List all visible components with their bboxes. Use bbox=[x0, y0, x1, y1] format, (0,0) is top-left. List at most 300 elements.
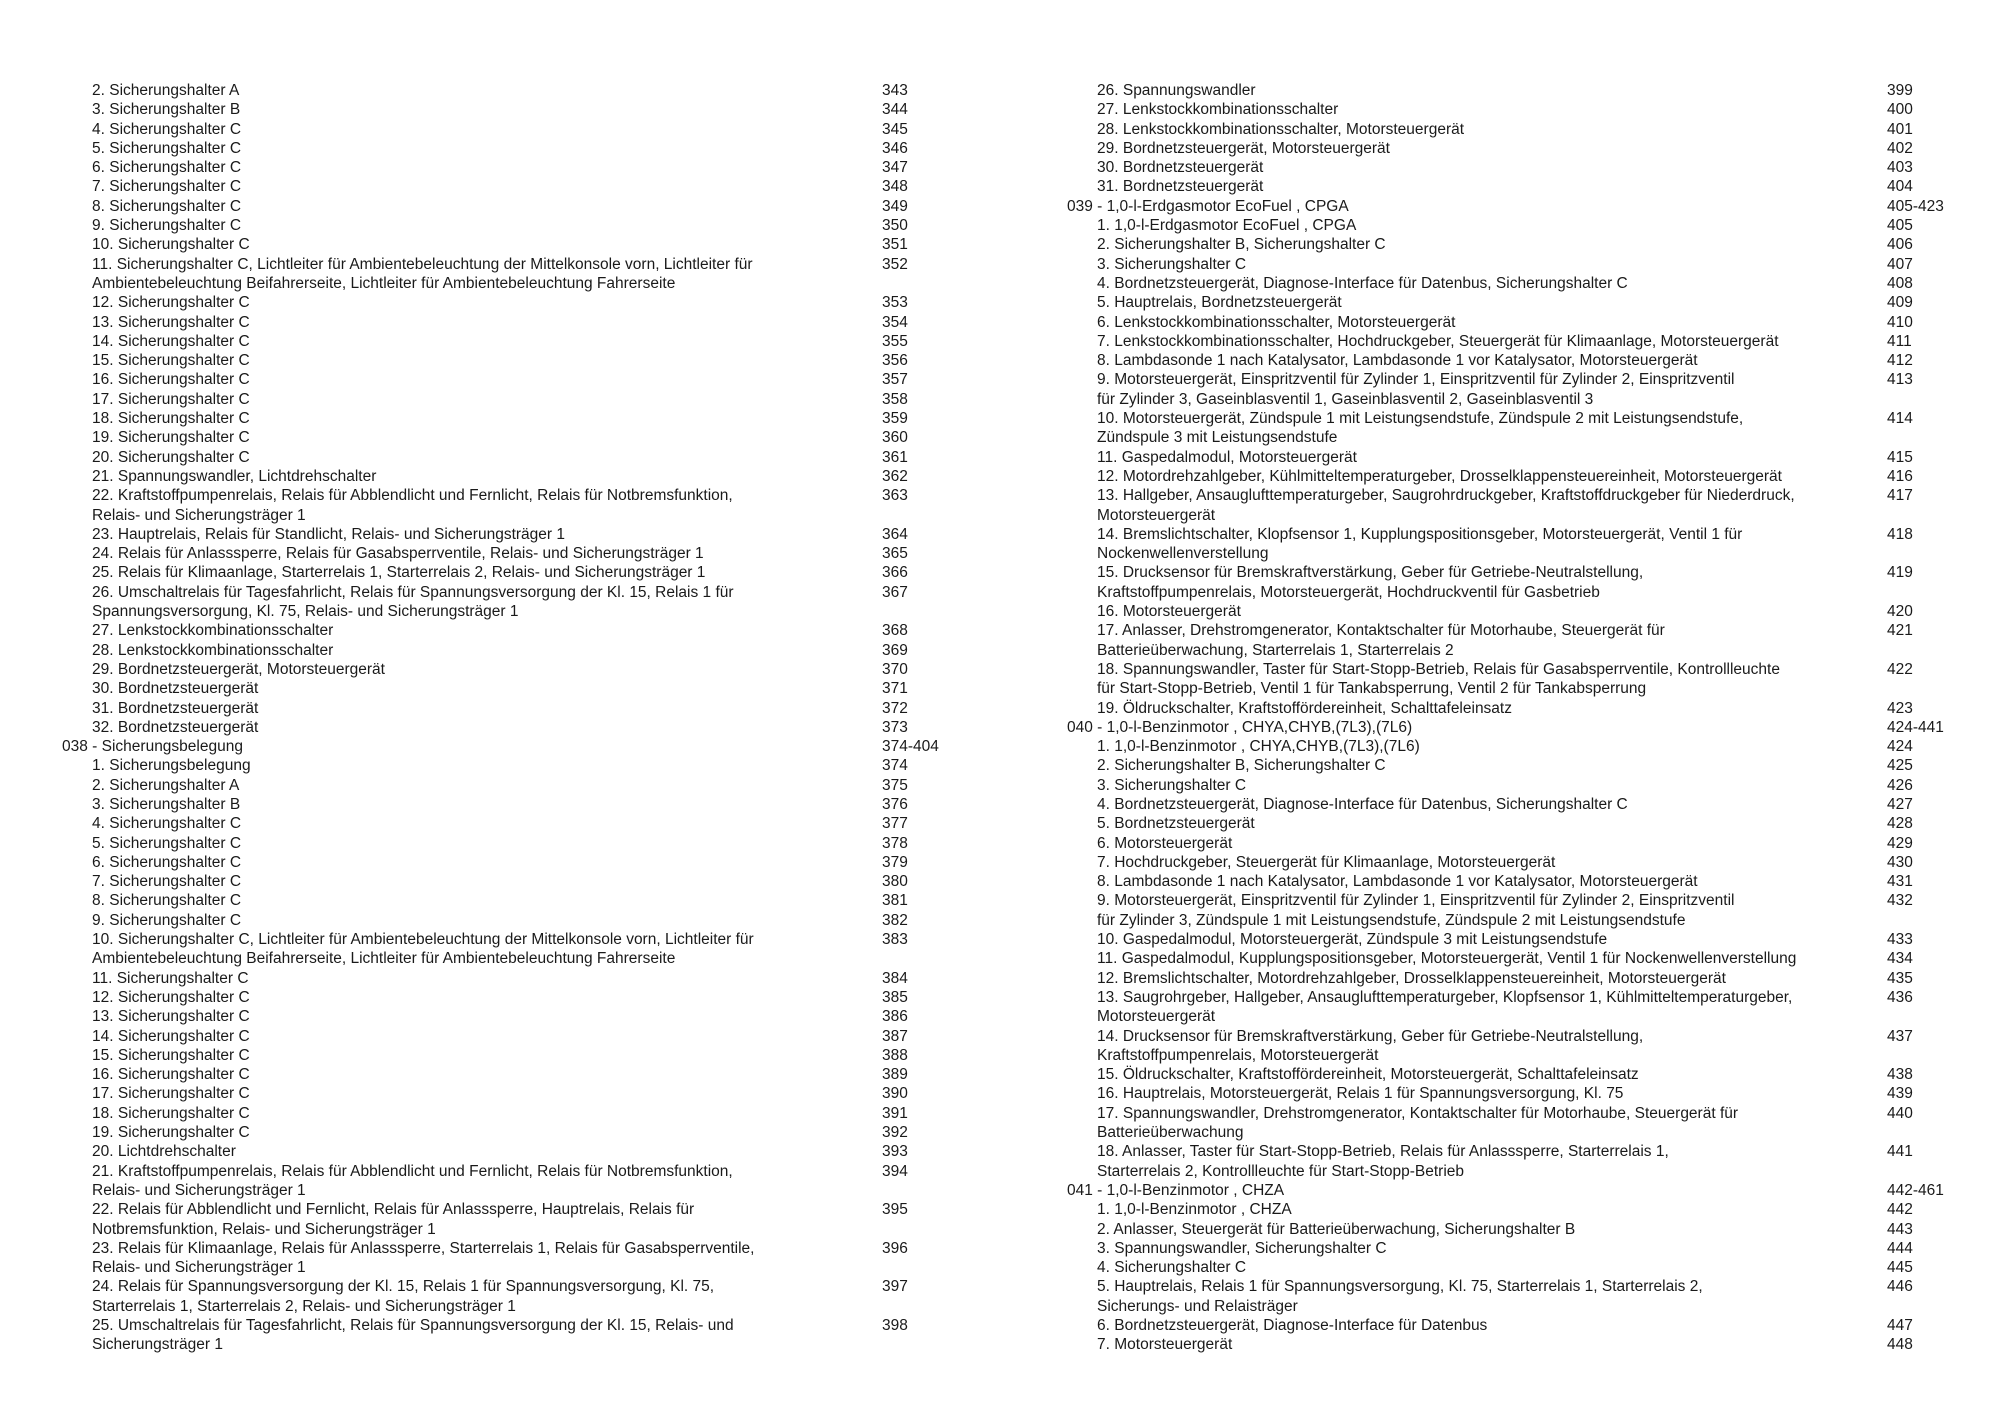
toc-page-number: 406 bbox=[1887, 236, 1913, 254]
toc-page-number: 437 bbox=[1887, 1027, 1913, 1045]
toc-entry-text: 29. Bordnetzsteuergerät, Motorsteuergerät bbox=[1097, 139, 1390, 157]
toc-entry bbox=[0, 544, 960, 563]
toc-page-number: 384 bbox=[882, 969, 908, 987]
toc-entry-text: 6. Sicherungshalter C bbox=[92, 853, 242, 871]
toc-entry-text: 21. Spannungswandler, Lichtdrehschalter bbox=[92, 467, 377, 485]
toc-entry bbox=[1000, 583, 2000, 602]
toc-page-number: 420 bbox=[1887, 603, 1913, 621]
toc-entry bbox=[0, 853, 960, 872]
toc-entry-text: 18. Sicherungshalter C bbox=[92, 1104, 250, 1122]
toc-entry bbox=[1000, 1335, 2000, 1354]
toc-page-number: 419 bbox=[1887, 564, 1913, 582]
toc-entry-text: 26. Spannungswandler bbox=[1097, 82, 1256, 99]
toc-entry-text: 27. Lenkstockkombinationsschalter bbox=[1097, 101, 1339, 119]
toc-entry-text: 4. Sicherungshalter C bbox=[92, 120, 242, 138]
toc-entry bbox=[0, 1335, 960, 1354]
toc-entry bbox=[1000, 255, 2000, 274]
toc-entry bbox=[1000, 834, 2000, 853]
toc-entry bbox=[1000, 1007, 2000, 1026]
toc-entry-text: Relais- und Sicherungsträger 1 bbox=[92, 1181, 306, 1199]
toc-page-number: 425 bbox=[1887, 757, 1913, 775]
toc-entry bbox=[0, 1181, 960, 1200]
toc-page-number: 376 bbox=[882, 795, 908, 813]
toc-entry bbox=[1000, 602, 2000, 621]
toc-page-number: 364 bbox=[882, 525, 908, 543]
toc-entry bbox=[0, 1239, 960, 1258]
toc-page-number: 390 bbox=[882, 1085, 908, 1103]
toc-section-heading bbox=[1000, 1181, 2000, 1200]
toc-entry bbox=[0, 370, 960, 389]
toc-page-number: 355 bbox=[882, 332, 908, 350]
toc-page-number: 445 bbox=[1887, 1259, 1913, 1277]
toc-page-number: 362 bbox=[882, 467, 908, 485]
toc-page-number: 409 bbox=[1887, 294, 1913, 312]
toc-entry bbox=[1000, 1277, 2000, 1296]
toc-entry bbox=[0, 1104, 960, 1123]
toc-page-number: 363 bbox=[882, 487, 908, 505]
toc-page-number: 387 bbox=[882, 1027, 908, 1045]
toc-entry-text: 16. Hauptrelais, Motorsteuergerät, Relais 1 für Spannungsversorgung, Kl. 75 bbox=[1097, 1085, 1624, 1103]
toc-entry bbox=[1000, 467, 2000, 486]
toc-entry-text: 24. Relais für Anlasssperre, Relais für Gasabsperrventile, Relais- und Sicherungsträger 1 bbox=[92, 545, 704, 563]
toc-entry bbox=[1000, 949, 2000, 968]
toc-entry bbox=[1000, 428, 2000, 447]
toc-entry-text: für Zylinder 3, Zündspule 1 mit Leistungsendstufe, Zündspule 2 mit Leistungsendstufe bbox=[1097, 911, 1686, 929]
toc-page-number: 411 bbox=[1887, 332, 1912, 350]
toc-page-number: 370 bbox=[882, 660, 908, 678]
toc-entry bbox=[1000, 872, 2000, 891]
toc-entry-text: 31. Bordnetzsteuergerät bbox=[92, 699, 259, 717]
toc-entry bbox=[1000, 1123, 2000, 1142]
toc-page-number: 373 bbox=[882, 718, 908, 736]
toc-page-number: 397 bbox=[882, 1278, 908, 1296]
toc-page-number: 438 bbox=[1887, 1066, 1913, 1084]
toc-entry bbox=[1000, 216, 2000, 235]
toc-entry-text: Motorsteuergerät bbox=[1097, 1008, 1216, 1026]
toc-entry bbox=[1000, 679, 2000, 698]
toc-page-number: 372 bbox=[882, 699, 908, 717]
toc-entry-text: 22. Kraftstoffpumpenrelais, Relais für Abblendlicht und Fernlicht, Relais für Notbremsfunktion, bbox=[92, 487, 733, 505]
toc-page-number: 407 bbox=[1887, 255, 1913, 273]
toc-entry bbox=[0, 409, 960, 428]
toc-entry-text: 5. Hauptrelais, Relais 1 für Spannungsversorgung, Kl. 75, Starterrelais 1, Starterrelais 2, bbox=[1097, 1278, 1703, 1296]
toc-page-number: 345 bbox=[882, 120, 908, 138]
toc-entry-text: Notbremsfunktion, Relais- und Sicherungsträger 1 bbox=[92, 1220, 436, 1238]
toc-page-number: 426 bbox=[1887, 776, 1913, 794]
toc-entry-text: 17. Spannungswandler, Drehstromgenerator, Kontaktschalter für Motorhaube, Steuergerät für bbox=[1097, 1104, 1739, 1122]
toc-entry-text: 3. Spannungswandler, Sicherungshalter C bbox=[1097, 1239, 1387, 1257]
toc-entry bbox=[1000, 1162, 2000, 1181]
toc-entry bbox=[1000, 930, 2000, 949]
toc-page-number: 351 bbox=[882, 236, 908, 254]
toc-section-heading bbox=[1000, 718, 2000, 737]
toc-page-number: 418 bbox=[1887, 525, 1913, 543]
toc-page-number: 404 bbox=[1887, 178, 1913, 196]
toc-entry bbox=[0, 177, 960, 196]
toc-entry bbox=[0, 1277, 960, 1296]
toc-entry bbox=[1000, 293, 2000, 312]
toc-page-number: 349 bbox=[882, 197, 908, 215]
toc-entry-text: 18. Anlasser, Taster für Start-Stopp-Betrieb, Relais für Anlasssperre, Starterrelais 1, bbox=[1097, 1143, 1669, 1161]
toc-entry bbox=[1000, 911, 2000, 930]
toc-entry bbox=[1000, 351, 2000, 370]
toc-entry-text: Batterieüberwachung bbox=[1097, 1124, 1244, 1142]
toc-entry-text: 2. Anlasser, Steuergerät für Batterieüberwachung, Sicherungshalter B bbox=[1097, 1220, 1576, 1238]
toc-page-number: 396 bbox=[882, 1239, 908, 1257]
toc-entry bbox=[1000, 988, 2000, 1007]
toc-entry-text: Sicherungs- und Relaisträger bbox=[1097, 1297, 1298, 1315]
toc-entry bbox=[0, 891, 960, 910]
toc-entry bbox=[0, 120, 960, 139]
toc-entry-text: 3. Sicherungshalter B bbox=[92, 101, 241, 119]
toc-page-number: 428 bbox=[1887, 815, 1913, 833]
toc-page-number: 381 bbox=[882, 892, 908, 910]
toc-entry-text: Starterrelais 2, Kontrollleuchte für Start-Stopp-Betrieb bbox=[1097, 1162, 1465, 1180]
toc-entry bbox=[0, 930, 960, 949]
toc-page-number: 360 bbox=[882, 429, 908, 447]
toc-entry-text: 2. Sicherungshalter A bbox=[92, 82, 240, 99]
toc-page-number: 416 bbox=[1887, 467, 1913, 485]
toc-page-number: 386 bbox=[882, 1008, 908, 1026]
toc-entry bbox=[1000, 274, 2000, 293]
toc-page-number: 429 bbox=[1887, 834, 1913, 852]
toc-section-heading bbox=[1000, 197, 2000, 216]
toc-entry bbox=[1000, 1084, 2000, 1103]
toc-page-number: 435 bbox=[1887, 969, 1913, 987]
toc-entry bbox=[1000, 891, 2000, 910]
toc-page-number: 398 bbox=[882, 1317, 908, 1334]
toc-entry-text: 15. Sicherungshalter C bbox=[92, 1046, 250, 1064]
toc-entry bbox=[0, 506, 960, 525]
toc-entry bbox=[1000, 139, 2000, 158]
toc-entry-text: 23. Hauptrelais, Relais für Standlicht, Relais- und Sicherungsträger 1 bbox=[92, 525, 565, 543]
toc-entry bbox=[0, 988, 960, 1007]
toc-entry bbox=[0, 949, 960, 968]
toc-entry-text: 10. Sicherungshalter C, Lichtleiter für Ambientebeleuchtung der Mittelkonsole vorn, Lichtleiter für bbox=[92, 931, 754, 949]
toc-entry bbox=[0, 1027, 960, 1046]
toc-entry-text: 6. Motorsteuergerät bbox=[1097, 834, 1233, 852]
toc-entry-text: Batterieüberwachung, Starterrelais 1, Starterrelais 2 bbox=[1097, 641, 1454, 659]
toc-entry-text: 7. Lenkstockkombinationsschalter, Hochdruckgeber, Steuergerät für Klimaanlage, Motorsteuergerät bbox=[1097, 332, 1779, 350]
toc-entry-text: 16. Sicherungshalter C bbox=[92, 371, 250, 389]
toc-entry-text: 15. Drucksensor für Bremskraftverstärkung, Geber für Getriebe-Neutralstellung, bbox=[1097, 564, 1644, 582]
toc-entry bbox=[1000, 506, 2000, 525]
toc-page-number: 380 bbox=[882, 873, 908, 891]
toc-entry bbox=[1000, 1220, 2000, 1239]
toc-entry bbox=[1000, 621, 2000, 640]
toc-entry bbox=[1000, 120, 2000, 139]
toc-entry-text: 22. Relais für Abblendlicht und Fernlicht, Relais für Anlasssperre, Hauptrelais, Relais für bbox=[92, 1201, 695, 1219]
toc-entry bbox=[1000, 313, 2000, 332]
toc-page-number: 427 bbox=[1887, 795, 1913, 813]
toc-entry bbox=[1000, 100, 2000, 119]
toc-entry-text: 20. Sicherungshalter C bbox=[92, 448, 250, 466]
toc-entry-text: Kraftstoffpumpenrelais, Motorsteuergerät, Hochdruckventil für Gasbetrieb bbox=[1097, 583, 1600, 601]
toc-entry-text: 8. Lambdasonde 1 nach Katalysator, Lambdasonde 1 vor Katalysator, Motorsteuergerät bbox=[1097, 873, 1698, 891]
toc-entry bbox=[0, 1316, 960, 1335]
toc-entry bbox=[0, 293, 960, 312]
toc-entry bbox=[0, 872, 960, 891]
toc-entry-text: 16. Sicherungshalter C bbox=[92, 1066, 250, 1084]
toc-entry-text: 17. Sicherungshalter C bbox=[92, 390, 250, 408]
toc-entry-text: 11. Gaspedalmodul, Kupplungspositionsgeber, Motorsteuergerät, Ventil 1 für Nockenwellenverstellung bbox=[1097, 950, 1797, 968]
toc-entry-text: 12. Motordrehzahlgeber, Kühlmitteltemperaturgeber, Drosselklappensteuereinheit, Motorsteuergerät bbox=[1097, 467, 1782, 485]
toc-page-number: 410 bbox=[1887, 313, 1913, 331]
toc-entry-text: 041 - 1,0-l-Benzinmotor , CHZA bbox=[1067, 1181, 1285, 1199]
toc-entry-text: 2. Sicherungshalter B, Sicherungshalter C bbox=[1097, 757, 1386, 775]
toc-entry bbox=[0, 1084, 960, 1103]
toc-entry bbox=[0, 525, 960, 544]
toc-page-number: 422 bbox=[1887, 660, 1913, 678]
toc-entry-text: 17. Anlasser, Drehstromgenerator, Kontaktschalter für Motorhaube, Steuergerät für bbox=[1097, 622, 1665, 640]
toc-entry-text: 6. Sicherungshalter C bbox=[92, 159, 242, 177]
toc-entry-text: Relais- und Sicherungsträger 1 bbox=[92, 506, 306, 524]
toc-page-number: 358 bbox=[882, 390, 908, 408]
toc-entry bbox=[0, 428, 960, 447]
toc-entry-text: 14. Drucksensor für Bremskraftverstärkung, Geber für Getriebe-Neutralstellung, bbox=[1097, 1027, 1644, 1045]
toc-page-number: 424 bbox=[1887, 738, 1913, 756]
toc-page-number: 374 bbox=[882, 757, 908, 775]
toc-page-number: 388 bbox=[882, 1046, 908, 1064]
toc-entry-text: Sicherungsträger 1 bbox=[92, 1336, 223, 1354]
toc-entry-text: Ambientebeleuchtung Beifahrerseite, Lichtleiter für Ambientebeleuchtung Fahrerseite bbox=[92, 950, 676, 968]
toc-entry bbox=[1000, 1065, 2000, 1084]
toc-entry-text: 7. Sicherungshalter C bbox=[92, 873, 242, 891]
toc-page-number: 374-404 bbox=[882, 738, 939, 756]
toc-entry bbox=[0, 699, 960, 718]
toc-page-number: 424-441 bbox=[1887, 718, 1944, 736]
toc-page-number: 359 bbox=[882, 410, 908, 428]
toc-page-number: 344 bbox=[882, 101, 908, 119]
toc-page-number: 392 bbox=[882, 1124, 908, 1142]
toc-page-number: 383 bbox=[882, 931, 908, 949]
toc-entry bbox=[0, 1162, 960, 1181]
toc-entry-text: 14. Bremslichtschalter, Klopfsensor 1, Kupplungspositionsgeber, Motorsteuergerät, Ventil 1 für bbox=[1097, 525, 1743, 543]
toc-entry bbox=[0, 1046, 960, 1065]
toc-entry-text: 28. Lenkstockkombinationsschalter bbox=[92, 641, 334, 659]
toc-entry-text: 19. Sicherungshalter C bbox=[92, 1124, 250, 1142]
toc-entry-text: 14. Sicherungshalter C bbox=[92, 332, 250, 350]
toc-entry-text: 15. Öldruckschalter, Kraftstoffördereinheit, Motorsteuergerät, Schalttafeleinsatz bbox=[1097, 1066, 1639, 1084]
toc-entry-text: 13. Hallgeber, Ansauglufttemperaturgeber, Saugrohrdruckgeber, Kraftstoffdruckgeber für Niederdruck, bbox=[1097, 487, 1795, 505]
toc-entry-text: 8. Lambdasonde 1 nach Katalysator, Lambdasonde 1 vor Katalysator, Motorsteuergerät bbox=[1097, 352, 1698, 370]
toc-page-number: 433 bbox=[1887, 931, 1913, 949]
toc-page-number: 382 bbox=[882, 911, 908, 929]
toc-entry bbox=[1000, 235, 2000, 254]
toc-entry-text: 1. 1,0-l-Benzinmotor , CHYA,CHYB,(7L3),(7L6) bbox=[1097, 738, 1420, 756]
toc-page-number: 430 bbox=[1887, 853, 1913, 871]
toc-entry-text: 11. Sicherungshalter C bbox=[92, 969, 249, 987]
toc-entry-text: 1. 1,0-l-Erdgasmotor EcoFuel , CPGA bbox=[1097, 217, 1357, 235]
toc-entry bbox=[0, 1220, 960, 1239]
toc-entry-text: 28. Lenkstockkombinationsschalter, Motorsteuergerät bbox=[1097, 120, 1465, 138]
toc-entry-text: 10. Motorsteuergerät, Zündspule 1 mit Leistungsendstufe, Zündspule 2 mit Leistungsendstufe, bbox=[1097, 410, 1744, 428]
toc-page-number: 444 bbox=[1887, 1239, 1913, 1257]
toc-entry bbox=[0, 1297, 960, 1316]
toc-page-number: 408 bbox=[1887, 274, 1913, 292]
toc-entry-text: 3. Sicherungshalter C bbox=[1097, 255, 1247, 273]
toc-entry-text: 5. Hauptrelais, Bordnetzsteuergerät bbox=[1097, 294, 1342, 312]
toc-entry-text: 15. Sicherungshalter C bbox=[92, 352, 250, 370]
toc-page-number: 415 bbox=[1887, 448, 1913, 466]
toc-page-number: 405-423 bbox=[1887, 197, 1944, 215]
toc-page-number: 367 bbox=[882, 583, 908, 601]
toc-entry-text: 3. Sicherungshalter B bbox=[92, 795, 241, 813]
toc-entry bbox=[1000, 1046, 2000, 1065]
toc-entry bbox=[0, 583, 960, 602]
toc-entry bbox=[1000, 563, 2000, 582]
toc-page-number: 440 bbox=[1887, 1104, 1913, 1122]
toc-entry bbox=[1000, 699, 2000, 718]
toc-entry bbox=[1000, 81, 2000, 100]
toc-page-number: 442-461 bbox=[1887, 1181, 1944, 1199]
toc-entry bbox=[0, 1142, 960, 1161]
toc-entry bbox=[1000, 390, 2000, 409]
toc-page-number: 389 bbox=[882, 1066, 908, 1084]
toc-entry-text: für Zylinder 3, Gaseinblasventil 1, Gaseinblasventil 2, Gaseinblasventil 3 bbox=[1097, 390, 1594, 408]
toc-page-number: 413 bbox=[1887, 371, 1913, 389]
toc-entry-text: 4. Bordnetzsteuergerät, Diagnose-Interface für Datenbus, Sicherungshalter C bbox=[1097, 795, 1628, 813]
toc-entry bbox=[1000, 1200, 2000, 1219]
toc-page-number: 405 bbox=[1887, 217, 1913, 235]
toc-page-number: 377 bbox=[882, 815, 908, 833]
toc-entry-text: 12. Bremslichtschalter, Motordrehzahlgeber, Drosselklappensteuereinheit, Motorsteuergerät bbox=[1097, 969, 1726, 987]
toc-entry bbox=[0, 1123, 960, 1142]
right-column bbox=[1000, 81, 2000, 1355]
toc-entry-text: 30. Bordnetzsteuergerät bbox=[1097, 159, 1264, 177]
toc-entry bbox=[0, 969, 960, 988]
toc-entry bbox=[1000, 1316, 2000, 1335]
toc-entry bbox=[1000, 737, 2000, 756]
toc-entry bbox=[0, 641, 960, 660]
toc-entry bbox=[0, 1065, 960, 1084]
toc-page-number: 434 bbox=[1887, 950, 1913, 968]
toc-entry bbox=[0, 255, 960, 274]
toc-entry bbox=[0, 158, 960, 177]
toc-entry-text: 5. Sicherungshalter C bbox=[92, 139, 242, 157]
toc-entry bbox=[0, 756, 960, 775]
toc-entry-text: 7. Hochdruckgeber, Steuergerät für Klimaanlage, Motorsteuergerät bbox=[1097, 853, 1556, 871]
toc-page-number: 378 bbox=[882, 834, 908, 852]
toc-entry-text: 040 - 1,0-l-Benzinmotor , CHYA,CHYB,(7L3),(7L6) bbox=[1067, 718, 1413, 736]
toc-entry-text: 18. Spannungswandler, Taster für Start-Stopp-Betrieb, Relais für Gasabsperrventile, Kontrollleuchte bbox=[1097, 660, 1780, 678]
toc-entry-text: 12. Sicherungshalter C bbox=[92, 294, 250, 312]
toc-page-number: 399 bbox=[1887, 82, 1913, 99]
toc-entry bbox=[0, 81, 960, 100]
toc-page-number: 401 bbox=[1887, 120, 1913, 138]
toc-entry bbox=[1000, 660, 2000, 679]
toc-entry bbox=[1000, 1239, 2000, 1258]
toc-entry bbox=[0, 235, 960, 254]
toc-entry-text: 21. Kraftstoffpumpenrelais, Relais für Abblendlicht und Fernlicht, Relais für Notbremsfunktion, bbox=[92, 1162, 733, 1180]
toc-entry-text: Spannungsversorgung, Kl. 75, Relais- und Sicherungsträger 1 bbox=[92, 603, 519, 621]
toc-page-number: 395 bbox=[882, 1201, 908, 1219]
toc-entry-text: 5. Bordnetzsteuergerät bbox=[1097, 815, 1255, 833]
toc-entry bbox=[0, 1007, 960, 1026]
toc-entry-text: 14. Sicherungshalter C bbox=[92, 1027, 250, 1045]
toc-entry bbox=[1000, 776, 2000, 795]
toc-page-number: 402 bbox=[1887, 139, 1913, 157]
toc-entry bbox=[1000, 332, 2000, 351]
toc-entry-text: 8. Sicherungshalter C bbox=[92, 197, 242, 215]
toc-entry bbox=[0, 718, 960, 737]
toc-page-number: 423 bbox=[1887, 699, 1913, 717]
toc-entry-text: 26. Umschaltrelais für Tagesfahrlicht, Relais für Spannungsversorgung der Kl. 15, Relais 1 für bbox=[92, 583, 734, 601]
toc-entry bbox=[1000, 1258, 2000, 1277]
toc-page-number: 446 bbox=[1887, 1278, 1913, 1296]
toc-entry bbox=[0, 313, 960, 332]
toc-entry bbox=[0, 795, 960, 814]
toc-entry bbox=[1000, 370, 2000, 389]
toc-entry-text: 9. Sicherungshalter C bbox=[92, 911, 242, 929]
toc-entry-text: 31. Bordnetzsteuergerät bbox=[1097, 178, 1264, 196]
toc-entry-text: 32. Bordnetzsteuergerät bbox=[92, 718, 259, 736]
toc-entry bbox=[0, 139, 960, 158]
toc-entry-text: 1. 1,0-l-Benzinmotor , CHZA bbox=[1097, 1201, 1292, 1219]
toc-entry bbox=[1000, 756, 2000, 775]
toc-entry-text: 4. Bordnetzsteuergerät, Diagnose-Interface für Datenbus, Sicherungshalter C bbox=[1097, 274, 1628, 292]
toc-entry bbox=[0, 621, 960, 640]
toc-entry-text: Motorsteuergerät bbox=[1097, 506, 1216, 524]
toc-page-number: 400 bbox=[1887, 101, 1913, 119]
toc-page-number: 366 bbox=[882, 564, 908, 582]
toc-entry-text: 038 - Sicherungsbelegung bbox=[62, 738, 243, 756]
toc-entry-text: 16. Motorsteuergerät bbox=[1097, 603, 1241, 621]
toc-page-number: 357 bbox=[882, 371, 908, 389]
toc-entry-text: 7. Sicherungshalter C bbox=[92, 178, 242, 196]
toc-page-number: 343 bbox=[882, 82, 908, 99]
toc-entry bbox=[0, 834, 960, 853]
toc-entry-text: 13. Sicherungshalter C bbox=[92, 313, 250, 331]
toc-entry bbox=[0, 332, 960, 351]
toc-entry-text: 19. Öldruckschalter, Kraftstoffördereinheit, Schalttafeleinsatz bbox=[1097, 699, 1512, 717]
toc-entry bbox=[0, 814, 960, 833]
toc-entry bbox=[0, 911, 960, 930]
toc-entry-text: 9. Motorsteuergerät, Einspritzventil für Zylinder 1, Einspritzventil für Zylinder 2, Einspritzventil bbox=[1097, 892, 1735, 910]
toc-page-number: 414 bbox=[1887, 410, 1913, 428]
toc-entry-text: 11. Sicherungshalter C, Lichtleiter für Ambientebeleuchtung der Mittelkonsole vorn, Lichtleiter für bbox=[92, 255, 753, 273]
toc-entry-text: Starterrelais 1, Starterrelais 2, Relais- und Sicherungsträger 1 bbox=[92, 1297, 516, 1315]
toc-page-number: 403 bbox=[1887, 159, 1913, 177]
toc-entry-text: 29. Bordnetzsteuergerät, Motorsteuergerät bbox=[92, 660, 385, 678]
toc-page-number: 432 bbox=[1887, 892, 1913, 910]
toc-page-number: 385 bbox=[882, 988, 908, 1006]
toc-page-number: 394 bbox=[882, 1162, 908, 1180]
toc-page-number: 436 bbox=[1887, 988, 1913, 1006]
left-column bbox=[0, 81, 960, 1355]
toc-entry bbox=[1000, 177, 2000, 196]
toc-entry bbox=[1000, 158, 2000, 177]
toc-entry-text: 10. Sicherungshalter C bbox=[92, 236, 250, 254]
toc-entry bbox=[0, 776, 960, 795]
toc-entry bbox=[0, 467, 960, 486]
toc-entry-text: 5. Sicherungshalter C bbox=[92, 834, 242, 852]
toc-entry bbox=[1000, 814, 2000, 833]
toc-entry-text: Kraftstoffpumpenrelais, Motorsteuergerät bbox=[1097, 1046, 1379, 1064]
toc-entry-text: 7. Motorsteuergerät bbox=[1097, 1336, 1233, 1354]
toc-entry-text: Nockenwellenverstellung bbox=[1097, 545, 1269, 563]
toc-page-number: 354 bbox=[882, 313, 908, 331]
toc-entry-text: 25. Umschaltrelais für Tagesfahrlicht, Relais für Spannungsversorgung der Kl. 15, Relais- und bbox=[92, 1317, 734, 1334]
toc-page-number: 379 bbox=[882, 853, 908, 871]
toc-entry bbox=[0, 486, 960, 505]
toc-page-number: 448 bbox=[1887, 1336, 1913, 1354]
toc-entry-text: 17. Sicherungshalter C bbox=[92, 1085, 250, 1103]
toc-entry-text: 4. Sicherungshalter C bbox=[92, 815, 242, 833]
toc-entry-text: 12. Sicherungshalter C bbox=[92, 988, 250, 1006]
toc-page-number: 356 bbox=[882, 352, 908, 370]
toc-entry-text: 9. Motorsteuergerät, Einspritzventil für Zylinder 1, Einspritzventil für Zylinder 2, Einspritzventil bbox=[1097, 371, 1735, 389]
